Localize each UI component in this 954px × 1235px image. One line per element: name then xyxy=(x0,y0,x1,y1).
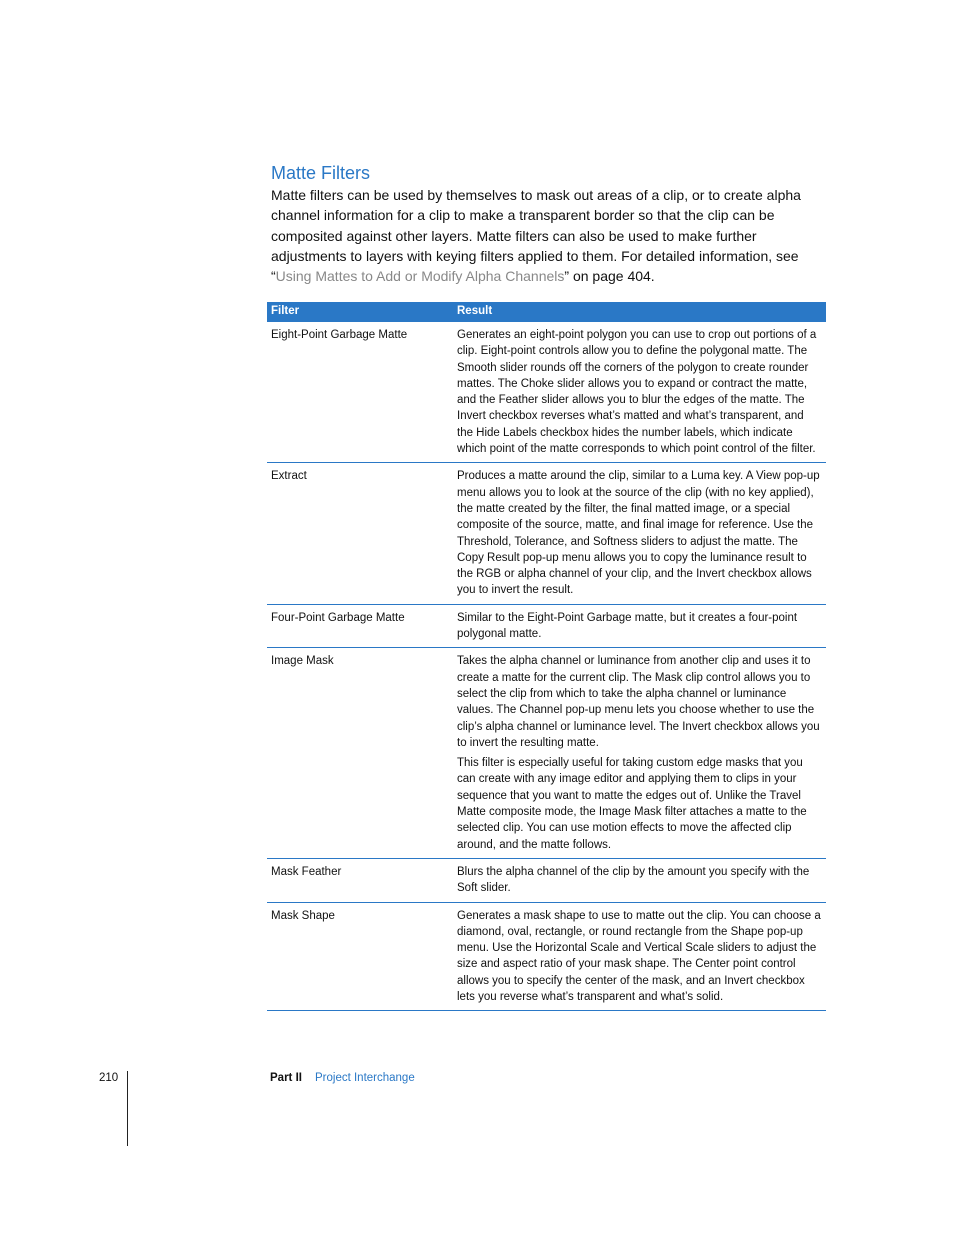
matte-filters-table xyxy=(267,302,826,1011)
table-row xyxy=(267,858,826,902)
filter-result xyxy=(453,648,826,859)
filter-result xyxy=(453,322,826,463)
filter-result xyxy=(453,858,826,902)
result-paragraph: Generates a mask shape to use to matte out the clip. You can choose a diamond, oval, rectangle, or round rectangle from the Shape pop-up menu. Use the Horizontal Scale and Vertical Scale sliders to adjust the size and aspect ratio of your mask shape. The Center point control allows you to specify the center of the mask, and an Invert checkbox lets you reverse what’s transparent and what’s solid. xyxy=(457,909,821,1003)
result-paragraph: This filter is especially useful for taking custom edge masks that you can create with any image editor and applying them to clips in your sequence that you want to matte the edges out of. Unlike the Travel Matte composite mode, the Image Mask filter attaches a matte to the selected clip. You can use motion effects to move the affected clip around, and the matte follows. xyxy=(457,757,807,851)
footer-part-label: Part II xyxy=(270,1072,302,1084)
result-paragraph: Generates an eight-point polygon you can use to crop out portions of a clip. Eight-point controls allow you to define the polygonal matte. The Smooth slider rounds off the corners of the polygon to create rounder mattes. The Choke slider allows you to expand or contract the matte, and the Feather slider allows you to blur the edges of the matte. The Invert checkbox reverses what’s matted and what’s transparent, and the Hide Labels checkbox hides the number labels, which indicate which point of the matte corresponds to which point control of the filter. xyxy=(457,329,817,456)
result-paragraph: Takes the alpha channel or luminance from another clip and uses it to create a matte for the current clip. The Mask clip control allows you to select the clip from which to take the alpha channel or luminance values. The Channel pop-up menu lets you choose whether to use the clip’s alpha channel or luminance level. The Invert checkbox allows you to invert the resulting matte. xyxy=(457,655,820,749)
table-row xyxy=(267,322,826,463)
cross-reference-link[interactable]: Using Mattes to Add or Modify Alpha Channels xyxy=(275,268,565,285)
filter-result xyxy=(453,902,826,1011)
footer-section-link[interactable]: Project Interchange xyxy=(315,1072,415,1084)
table-row xyxy=(267,604,826,648)
footer-divider xyxy=(127,1071,128,1146)
result-paragraph: Produces a matte around the clip, similar to a Luma key. A View pop-up menu allows you to look at the source of the clip (with no key applied), the matte created by the filter, the final matted image, or a special composite of the source, matte, and final image for reference. Use the Threshold, Tolerance, and Softness sliders to adjust the matte. The Copy Result pop-up menu allows you to copy the luminance result to the RGB or alpha channel of your clip, and the Invert checkbox allows you to invert the result. xyxy=(457,470,820,597)
result-paragraph: Blurs the alpha channel of the clip by the amount you specify with the Soft slider. xyxy=(457,865,810,895)
header-filter: Filter xyxy=(267,302,453,322)
table-row xyxy=(267,463,826,604)
filter-result xyxy=(453,463,826,604)
filter-name: Image Mask xyxy=(267,648,453,859)
filter-name: Mask Feather xyxy=(267,858,453,902)
table-row xyxy=(267,648,826,859)
intro-text-after: ” on page 404. xyxy=(564,268,655,285)
header-result: Result xyxy=(453,302,826,322)
filter-name: Extract xyxy=(267,463,453,604)
filter-name: Four-Point Garbage Matte xyxy=(267,604,453,648)
intro-paragraph xyxy=(271,185,827,286)
section-heading: Matte Filters xyxy=(271,163,371,183)
intro-text-before: Matte filters can be used by themselves to mask out areas of a clip, or to create alpha channel information for a clip to make a transparent border so that the clip can be composited against other layers. Matte filters can also be used to make further adjustments to layers with keying filters applied to them. For detailed information, see “ xyxy=(271,187,801,285)
filter-name: Eight-Point Garbage Matte xyxy=(267,322,453,463)
page-number: 210 xyxy=(99,1072,119,1084)
filter-result xyxy=(453,604,826,648)
filter-name: Mask Shape xyxy=(267,902,453,1011)
table-header-row xyxy=(267,302,826,322)
table-row xyxy=(267,902,826,1011)
result-paragraph: Similar to the Eight-Point Garbage matte, but it creates a four-point polygonal matte. xyxy=(457,611,798,641)
